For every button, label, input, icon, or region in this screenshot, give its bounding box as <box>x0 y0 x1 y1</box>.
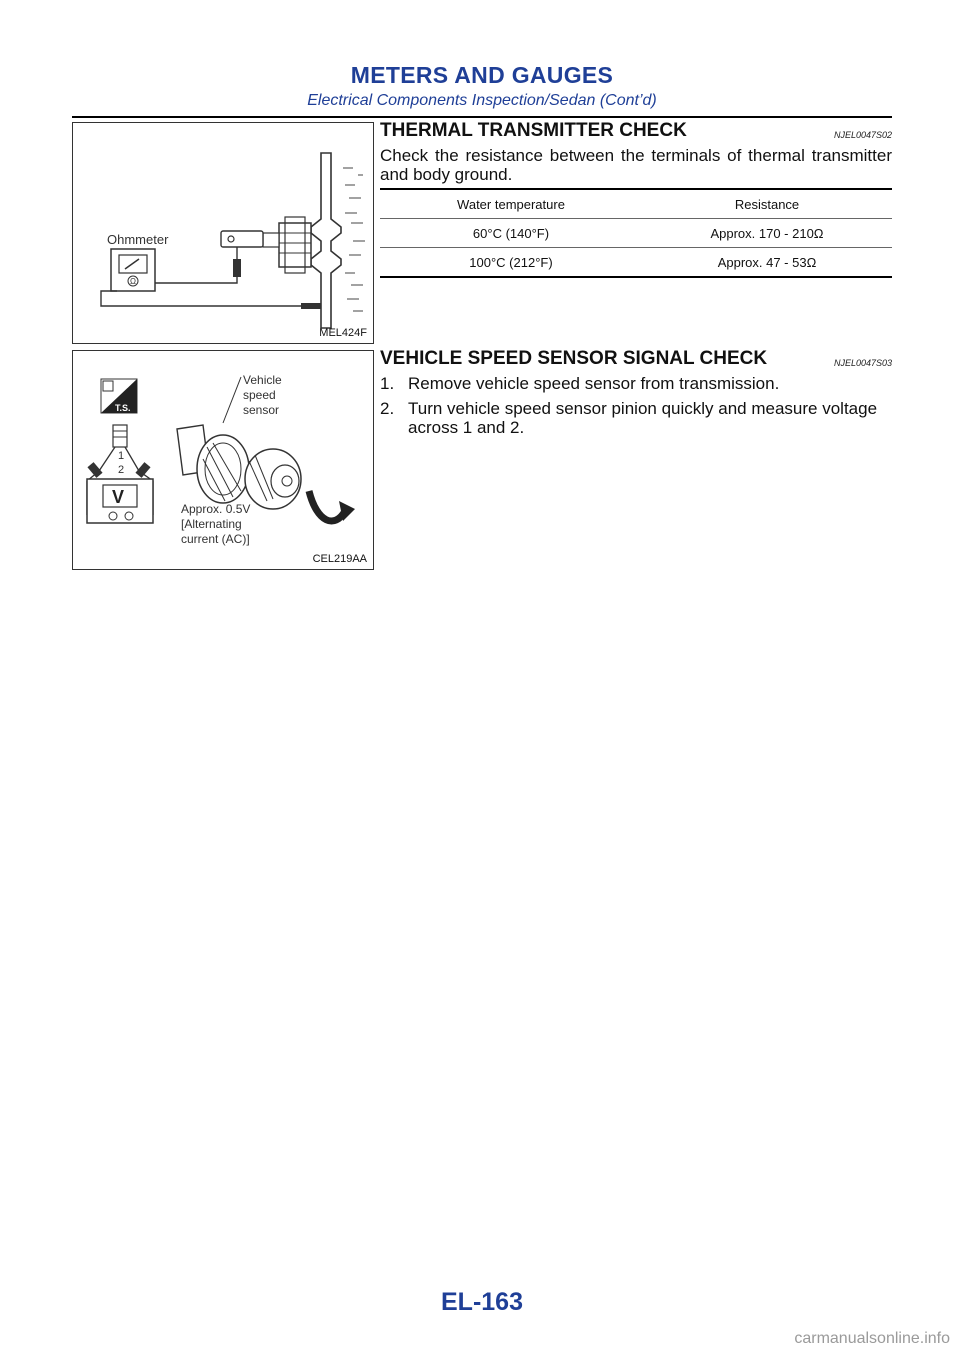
list-item <box>380 399 892 437</box>
page-subtitle: Electrical Components Inspection/Sedan (Cont’d) <box>307 92 657 109</box>
step-number: 2. <box>380 399 395 418</box>
vehicle-label: Vehicle <box>243 373 282 387</box>
step-text: Remove vehicle speed sensor from transmission. <box>408 374 780 393</box>
section-code: NJEL0047S03 <box>833 358 892 368</box>
table-header-cell: Water temperature <box>380 189 642 219</box>
sensor-label: sensor <box>243 403 280 417</box>
table-cell: 100°C (212°F) <box>380 248 642 278</box>
ts-label: T.S. <box>115 403 131 413</box>
thermal-transmitter-diagram <box>73 123 373 343</box>
section-title: VEHICLE SPEED SENSOR SIGNAL CHECK <box>380 348 768 369</box>
figure-vehicle-speed-sensor <box>72 350 374 570</box>
table-header-row <box>380 189 892 219</box>
page-title: METERS AND GAUGES <box>350 62 614 88</box>
alternating-label: [Alternating <box>181 517 242 531</box>
table-row <box>380 219 892 248</box>
table-cell: Approx. 170 - 210Ω <box>642 219 892 248</box>
list-item <box>380 374 892 393</box>
resistance-table <box>380 188 892 278</box>
table-header-cell: Resistance <box>642 189 892 219</box>
step-text: Turn vehicle speed sensor pinion quickly and measure voltage across 1 and 2. <box>408 399 878 437</box>
section-thermal-transmitter <box>380 118 892 184</box>
steps-list <box>380 374 892 437</box>
section-code: NJEL0047S02 <box>833 130 892 140</box>
page-header <box>72 62 892 110</box>
current-label: current (AC)] <box>181 532 250 546</box>
figure-code: MEL424F <box>319 327 367 339</box>
speed-label: speed <box>243 388 276 402</box>
watermark: carmanualsonline.info <box>794 1330 950 1347</box>
ohm-symbol-label: Ω <box>130 277 136 286</box>
step-number: 1. <box>380 374 395 393</box>
table-cell: 60°C (140°F) <box>380 219 642 248</box>
section-vehicle-speed-sensor <box>380 346 892 443</box>
voltmeter-v-label: V <box>112 487 125 507</box>
table-cell: Approx. 47 - 53Ω <box>642 248 892 278</box>
figure-thermal-transmitter <box>72 122 374 344</box>
vehicle-speed-sensor-diagram <box>73 351 373 569</box>
ts-badge-icon <box>101 379 137 413</box>
section-paragraph: Check the resistance between the terminals of thermal transmitter and body ground. <box>380 146 892 184</box>
section-title: THERMAL TRANSMITTER CHECK <box>380 120 687 141</box>
table-row <box>380 248 892 278</box>
approx-voltage-label: Approx. 0.5V <box>181 502 251 516</box>
ohmmeter-label: Ohmmeter <box>107 232 169 247</box>
terminal-2-label: 2 <box>118 464 125 476</box>
terminal-1-label: 1 <box>118 450 125 462</box>
page-number: EL-163 <box>441 1288 523 1316</box>
figure-code: CEL219AA <box>312 553 367 565</box>
